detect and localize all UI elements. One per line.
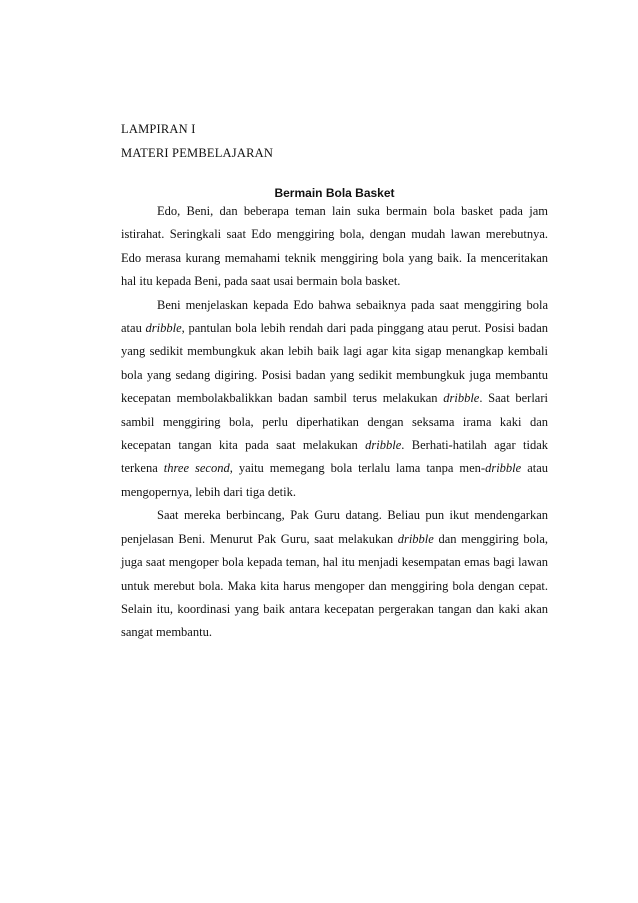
article-body <box>121 200 548 645</box>
appendix-label: LAMPIRAN I <box>121 122 196 136</box>
appendix-subtitle: MATERI PEMBELAJARAN <box>121 146 274 160</box>
paragraph-2-segment: . Berhati-hatilah agar tidak terkena <box>121 438 548 476</box>
paragraph-1 <box>121 200 548 294</box>
paragraph-2-segment: , pantulan bola lebih rendah dari pada pinggang atau perut. Posisi badan yang sedikit membungkuk akan lebih baik lagi agar kita sigap menangkap kembali bola yang sedang digiring. Posisi badan yang sedikit membungkuk juga membantu kecepatan membolakbalikkan badan sambil terus melakukan <box>121 321 548 406</box>
paragraph-2-segment: Beni menjelaskan kepada Edo bahwa sebaiknya pada saat menggiring bola atau <box>121 297 548 336</box>
paragraph-3-segment: Saat mereka berbincang, Pak Guru datang. Beliau pun ikut mendengarkan penjelasan Beni. Menurut Pak Guru, saat melakukan <box>121 508 548 546</box>
paragraph-2-segment: atau mengopernya, lebih dari tiga detik. <box>121 461 549 499</box>
italic-term: dribble <box>397 531 434 546</box>
paragraph-1-text: Edo, Beni, dan beberapa teman lain suka bermain bola basket pada jam istirahat. Seringkali saat Edo menggiring bola, dengan mudah lawan merebutnya. Edo merasa kurang memahami teknik menggiring bola yang baik. Ia menceritakan hal itu kepada Beni, pada saat usai bermain bola basket. <box>121 204 548 289</box>
italic-term: dribble <box>145 321 182 336</box>
italic-term: three second <box>163 461 230 476</box>
paragraph-2-segment: . Saat berlari sambil menggiring bola, perlu diperhatikan dengan seksama irama kaki dan kecepatan tangan kita pada saat melakukan <box>121 391 548 453</box>
article-title: Bermain Bola Basket <box>274 186 395 200</box>
paragraph-2-segment: , yaitu memegang bola terlalu lama tanpa men- <box>229 461 486 476</box>
paragraph-2 <box>121 294 548 505</box>
paragraph-3-segment: dan menggiring bola, juga saat mengoper bola kepada teman, hal itu menjadi kesempatan emas bagi lawan untuk merebut bola. Maka kita harus mengoper dan menggiring bola dengan cepat. Selain itu, koordinasi yang baik antara kecepatan pergerakan tangan dan kaki akan sangat membantu. <box>121 531 549 640</box>
paragraph-3 <box>121 504 548 644</box>
italic-term: dribble <box>365 438 402 453</box>
italic-term: dribble <box>443 391 480 406</box>
italic-term: dribble <box>485 461 522 476</box>
